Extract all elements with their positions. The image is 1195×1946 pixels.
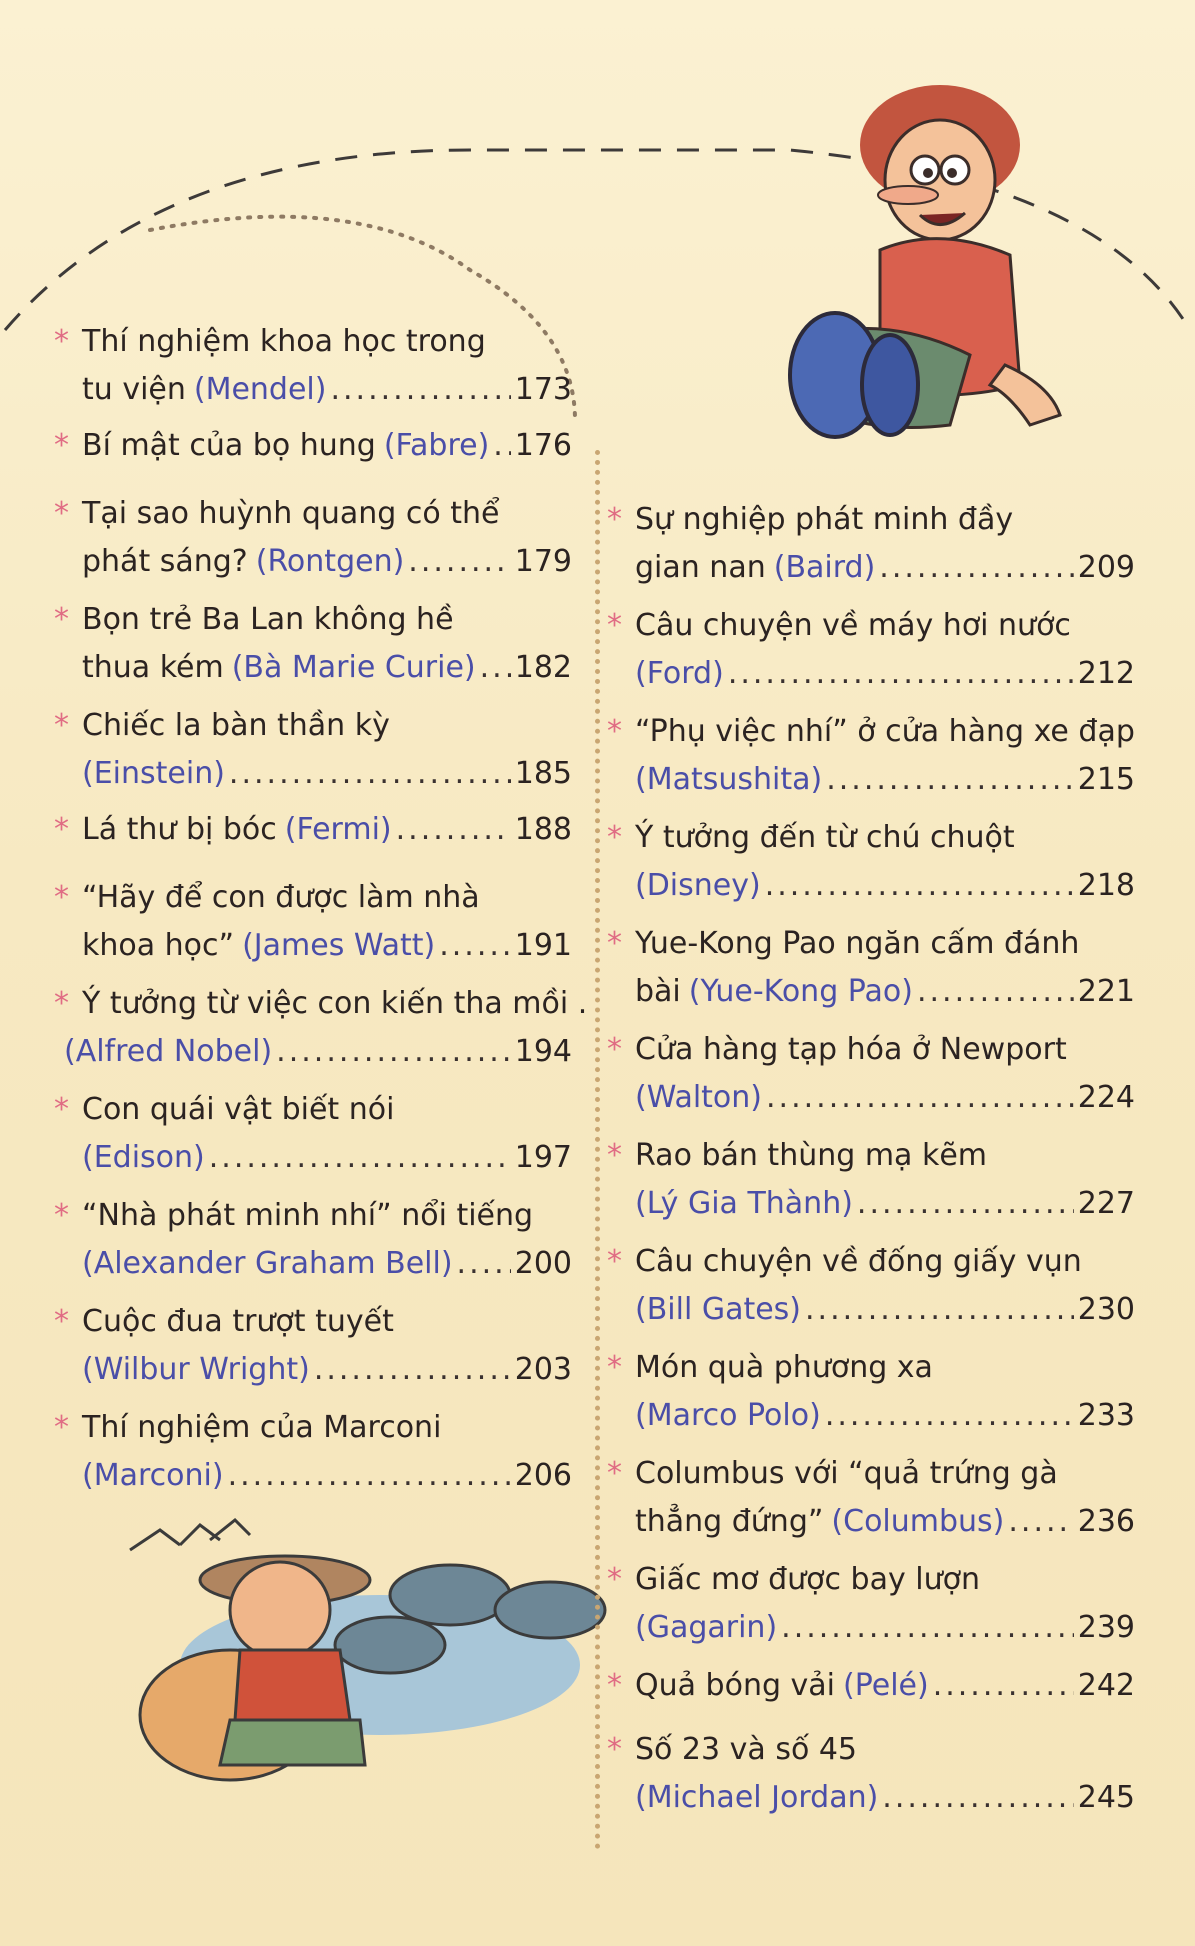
author-name: (Edison) [82,1140,205,1175]
star-bullet-icon: * [54,1304,69,1339]
page-number: 221 [1077,974,1135,1009]
author-name: (Ford) [635,656,724,691]
star-bullet-icon: * [607,926,622,961]
page-number: 185 [514,756,572,791]
author-name: (Marco Polo) [635,1398,821,1433]
author-name: (Michael Jordan) [635,1780,879,1815]
star-bullet-icon: * [607,1244,622,1279]
author-name: (Alfred Nobel) [64,1034,273,1069]
star-bullet-icon: * [607,1562,622,1597]
page-number: 218 [1077,868,1135,903]
toc-entry[interactable]: * Con quái vật biết nói (Edison) ..... 197 [52,1086,572,1182]
star-bullet-icon: * [607,1668,622,1703]
toc-entry[interactable]: * “Nhà phát minh nhí” nổi tiếng (Alexander Graham Bell) ..... 200 [52,1192,572,1288]
star-bullet-icon: * [607,502,622,537]
author-name: (Wilbur Wright) [82,1352,310,1387]
toc-entry[interactable]: * Columbus với “quả trứng gà thẳng đứng” (Columbus) ..... 236 [605,1450,1135,1546]
column-divider [595,450,600,1850]
star-bullet-icon: * [54,324,69,359]
page-number: 236 [1077,1504,1135,1539]
page-number: 224 [1077,1080,1135,1115]
toc-entry[interactable]: * Câu chuyện về máy hơi nước (Ford) ..... 212 [605,602,1135,698]
author-name: (Bill Gates) [635,1292,802,1327]
page-number: 203 [514,1352,572,1387]
author-name: (Lý Gia Thành) [635,1186,853,1221]
toc-entry[interactable]: * Ý tưởng từ việc con kiến tha mồi . (Alfred Nobel) ..... 194 [52,980,572,1076]
page-number: 173 [514,372,572,407]
author-name: (Matsushita) [635,762,823,797]
toc-entry[interactable]: * Bí mật của bọ hung (Fabre) ..... 176 [52,422,572,470]
toc-entry[interactable]: * Cửa hàng tạp hóa ở Newport (Walton) ..... 224 [605,1026,1135,1122]
author-name: (Mendel) [193,372,327,407]
star-bullet-icon: * [607,1732,622,1767]
author-name: (Marconi) [82,1458,224,1493]
cartoon-boy-beach-illustration [130,1520,605,1780]
page-number: 239 [1077,1610,1135,1645]
star-bullet-icon: * [54,428,69,463]
author-name: (Disney) [635,868,761,903]
toc-entry[interactable]: * Thí nghiệm của Marconi (Marconi) ..... 206 [52,1404,572,1500]
page-number: 245 [1077,1780,1135,1815]
star-bullet-icon: * [54,812,69,847]
toc-entry[interactable]: * Quả bóng vải (Pelé) ..... 242 [605,1662,1135,1710]
author-name: (Fabre) [383,428,490,463]
toc-entry[interactable]: * Chiếc la bàn thần kỳ (Einstein) ..... 185 [52,702,572,798]
page-number: 209 [1077,550,1135,585]
toc-entry[interactable]: * Bọn trẻ Ba Lan không hề thua kém (Bà Marie Curie) ..... 182 [52,596,572,692]
page-number: 176 [514,428,572,463]
page-number: 200 [514,1246,572,1281]
toc-entry[interactable]: * Cuộc đua trượt tuyết (Wilbur Wright) ..... 203 [52,1298,572,1394]
toc-entry[interactable]: * Số 23 và số 45 (Michael Jordan) ..... 245 [605,1726,1135,1822]
author-name: (James Watt) [242,928,436,963]
toc-entry[interactable]: * Món quà phương xa (Marco Polo) ..... 233 [605,1344,1135,1440]
page-number: 233 [1077,1398,1135,1433]
star-bullet-icon: * [607,820,622,855]
toc-entry[interactable]: * Lá thư bị bóc (Fermi) ..... 188 [52,806,572,854]
page-number: 179 [514,544,572,579]
star-bullet-icon: * [54,1198,69,1233]
star-bullet-icon: * [607,714,622,749]
page-number: 212 [1077,656,1135,691]
cartoon-boy-sitting-illustration [790,85,1060,437]
toc-entry[interactable]: * Thí nghiệm khoa học trong tu viện (Mendel) ..... 173 [52,318,572,414]
toc-entry[interactable]: * “Phụ việc nhí” ở cửa hàng xe đạp (Matsushita) ..... 215 [605,708,1135,804]
page-number: 242 [1077,1668,1135,1703]
toc-entry[interactable]: * “Hãy để con được làm nhà khoa học” (James Watt) ..... 191 [52,874,572,970]
author-name: (Einstein) [82,756,225,791]
page-number: 197 [514,1140,572,1175]
star-bullet-icon: * [607,608,622,643]
page-number: 230 [1077,1292,1135,1327]
author-name: (Columbus) [831,1504,1005,1539]
star-bullet-icon: * [54,496,69,531]
toc-entry[interactable]: * Giấc mơ được bay lượn (Gagarin) ..... 239 [605,1556,1135,1652]
star-bullet-icon: * [54,986,69,1021]
star-bullet-icon: * [607,1138,622,1173]
author-name: (Fermi) [284,812,392,847]
star-bullet-icon: * [54,1410,69,1445]
toc-entry[interactable]: * Yue-Kong Pao ngăn cấm đánh bài (Yue-Kong Pao) ..... 221 [605,920,1135,1016]
star-bullet-icon: * [54,602,69,637]
page-number: 191 [514,928,572,963]
page-number: 227 [1077,1186,1135,1221]
page-number: 206 [514,1458,572,1493]
author-name: (Gagarin) [635,1610,778,1645]
author-name: (Alexander Graham Bell) [82,1246,453,1281]
author-name: (Walton) [635,1080,763,1115]
star-bullet-icon: * [54,880,69,915]
toc-entry[interactable]: * Câu chuyện về đống giấy vụn (Bill Gates) ..... 230 [605,1238,1135,1334]
author-name: (Pelé) [843,1668,929,1703]
star-bullet-icon: * [607,1350,622,1385]
author-name: (Yue-Kong Pao) [688,974,913,1009]
toc-entry[interactable]: * Tại sao huỳnh quang có thể phát sáng? (Rontgen) ..... 179 [52,490,572,586]
star-bullet-icon: * [607,1032,622,1067]
page-number: 215 [1077,762,1135,797]
page-number: 194 [514,1034,572,1069]
page-number: 188 [514,812,572,847]
page-number: 182 [514,650,572,685]
toc-entry[interactable]: * Rao bán thùng mạ kẽm (Lý Gia Thành) ..... 227 [605,1132,1135,1228]
toc-entry[interactable]: * Sự nghiệp phát minh đầy gian nan (Baird) ..... 209 [605,496,1135,592]
star-bullet-icon: * [607,1456,622,1491]
author-name: (Bà Marie Curie) [231,650,476,685]
star-bullet-icon: * [54,708,69,743]
author-name: (Baird) [773,550,876,585]
author-name: (Rontgen) [255,544,405,579]
star-bullet-icon: * [54,1092,69,1127]
toc-entry[interactable]: * Ý tưởng đến từ chú chuột (Disney) ..... 218 [605,814,1135,910]
